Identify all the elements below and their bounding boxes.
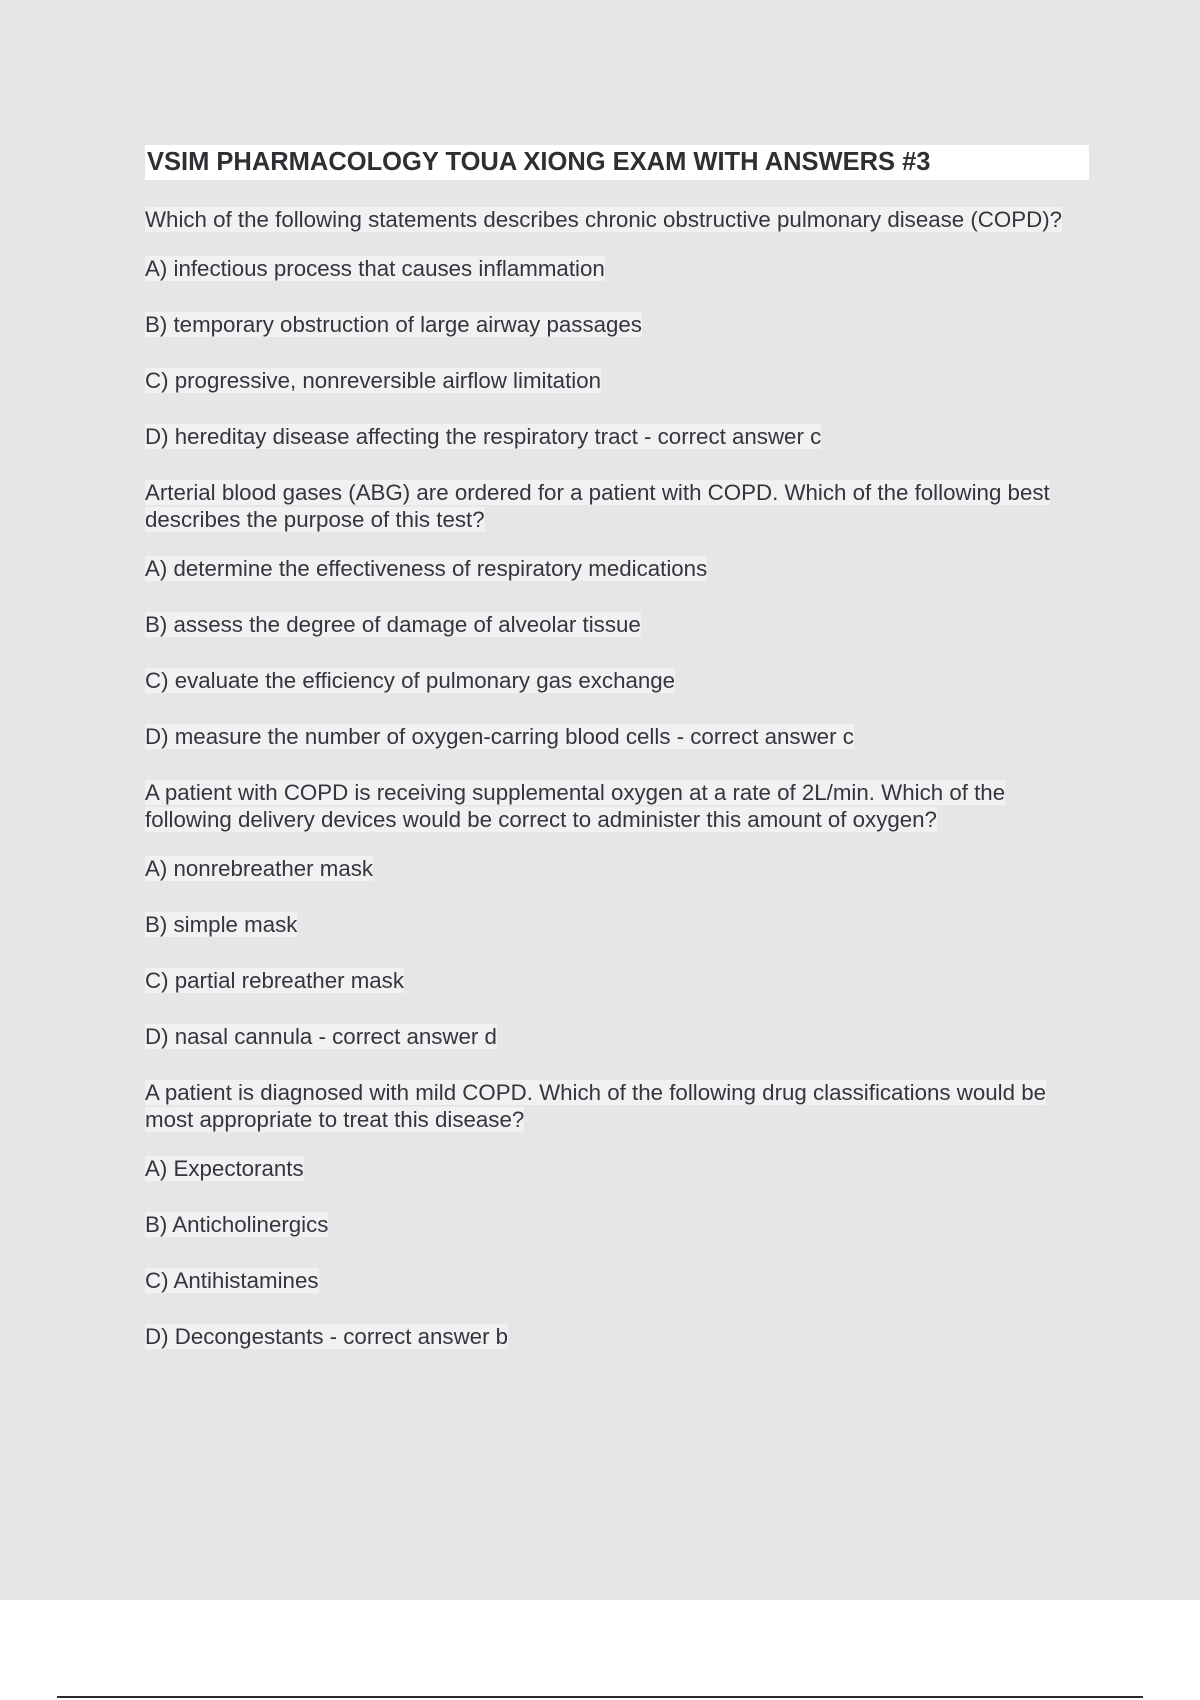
answer-option: A) nonrebreather mask [145,856,374,881]
question-block-1 [145,206,1089,451]
question-text: Arterial blood gases (ABG) are ordered for a patient with COPD. Which of the following best describes the purpose of this test? [145,480,1050,532]
answer-option: D) hereditay disease affecting the respiratory tract - correct answer c [145,424,822,449]
footer-divider [57,1696,1143,1698]
answer-option: D) Decongestants - correct answer b [145,1324,509,1349]
answer-option: A) infectious process that causes inflammation [145,256,605,281]
document-title: VSIM PHARMACOLOGY TOUA XIONG EXAM WITH ANSWERS #3 [145,145,1089,180]
answer-option: C) evaluate the efficiency of pulmonary gas exchange [145,668,676,693]
answer-option: C) Antihistamines [145,1268,319,1293]
answer-option: A) Expectorants [145,1156,304,1181]
question-text: Which of the following statements describes chronic obstructive pulmonary disease (COPD)? [145,207,1063,232]
answer-option: C) partial rebreather mask [145,968,404,993]
answer-option: B) Anticholinergics [145,1212,329,1237]
answer-option: D) measure the number of oxygen-carring blood cells - correct answer c [145,724,854,749]
answer-option: B) temporary obstruction of large airway passages [145,312,642,337]
answer-option: B) simple mask [145,912,298,937]
answer-option: C) progressive, nonreversible airflow limitation [145,368,602,393]
answer-option: A) determine the effectiveness of respiratory medications [145,556,708,581]
question-block-3 [145,779,1089,1051]
question-block-2 [145,479,1089,751]
question-block-4 [145,1079,1089,1351]
answer-option: D) nasal cannula - correct answer d [145,1024,497,1049]
answer-option: B) assess the degree of damage of alveolar tissue [145,612,641,637]
question-text: A patient with COPD is receiving supplemental oxygen at a rate of 2L/min. Which of the following delivery devices would be correct to administer this amount of oxygen? [145,780,1006,832]
question-text: A patient is diagnosed with mild COPD. Which of the following drug classifications would be most appropriate to treat this disease? [145,1080,1046,1132]
document-content [145,145,1089,1379]
